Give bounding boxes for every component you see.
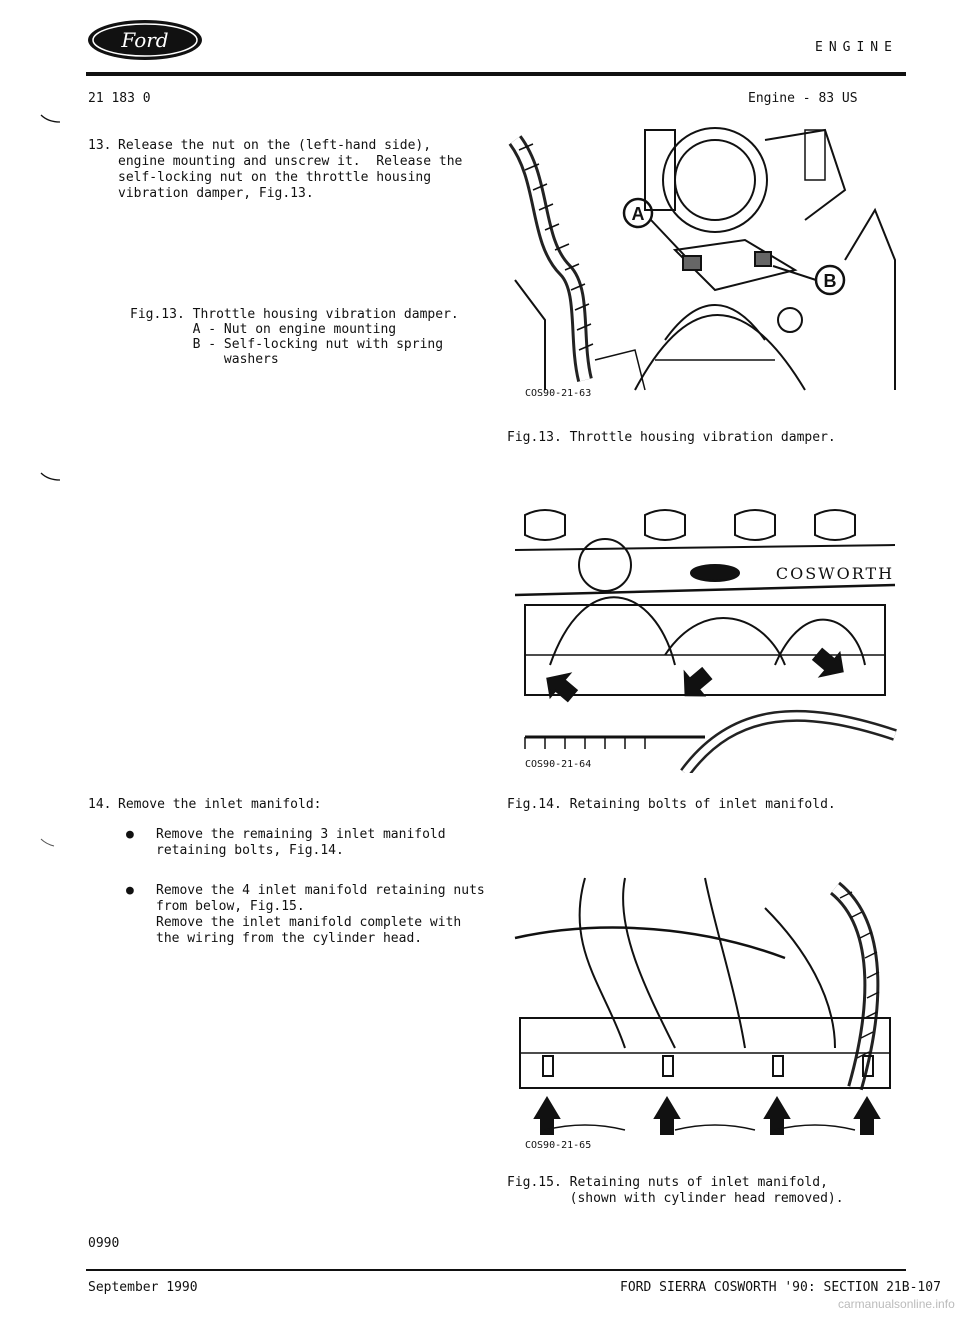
page-code: 0990 bbox=[88, 1236, 120, 1251]
fig13-legend: Fig.13. Throttle housing vibration damper. A - Nut on engine mounting B - Self-locking nut with spring washers bbox=[130, 307, 459, 367]
step-number: 13. bbox=[88, 138, 112, 153]
step-13 bbox=[88, 138, 488, 208]
footer-section: FORD SIERRA COSWORTH '90: SECTION 21B-107 bbox=[620, 1280, 941, 1295]
page-subtitle: Engine - 83 US bbox=[748, 91, 858, 106]
margin-tick bbox=[40, 472, 62, 482]
step-number: 14. bbox=[88, 797, 112, 812]
bullet-item bbox=[126, 827, 486, 863]
fig14-caption: Fig.14. Retaining bolts of inlet manifold. bbox=[507, 797, 836, 812]
cosworth-lettering: COSWORTH bbox=[775, 564, 895, 583]
margin-tick bbox=[40, 114, 62, 124]
section-title: ENGINE bbox=[815, 40, 898, 55]
fig13-illustration bbox=[505, 120, 905, 410]
label-a: A bbox=[631, 204, 645, 224]
label-b: B bbox=[823, 271, 837, 291]
header-rule bbox=[86, 72, 906, 76]
margin-tick bbox=[40, 838, 62, 848]
step-text: Remove the inlet manifold: bbox=[118, 797, 322, 812]
step-text: Release the nut on the (left-hand side), engine mounting and unscrew it. Release the self-locking nut on the throttle housing vibration damper, Fig.13. bbox=[118, 138, 463, 201]
bullet-text: Remove the 4 inlet manifold retaining nuts from below, Fig.15. Remove the inlet manifold complete with the wiring from the cylinder head. bbox=[156, 883, 485, 946]
step-14 bbox=[88, 797, 488, 817]
fig13-caption: Fig.13. Throttle housing vibration damper. bbox=[507, 430, 836, 445]
bullet-icon: ● bbox=[126, 827, 134, 842]
ford-logo bbox=[86, 18, 204, 62]
document-number: 21 183 0 bbox=[88, 91, 151, 106]
footer-rule bbox=[86, 1269, 906, 1271]
bullet-text: Remove the remaining 3 inlet manifold retaining bolts, Fig.14. bbox=[156, 827, 446, 858]
logo-wordmark: Ford bbox=[121, 28, 169, 52]
fig15-caption: Fig.15. Retaining nuts of inlet manifold, (shown with cylinder head removed). bbox=[507, 1175, 844, 1206]
figure-code: COS90-21-65 bbox=[525, 1140, 592, 1151]
watermark: carmanualsonline.info bbox=[838, 1297, 955, 1311]
fig15-illustration bbox=[505, 868, 905, 1153]
fig14-illustration bbox=[505, 505, 905, 773]
bullet-icon: ● bbox=[126, 883, 134, 898]
bullet-item bbox=[126, 883, 486, 953]
figure-code: COS90-21-64 bbox=[525, 759, 592, 770]
footer-date: September 1990 bbox=[88, 1280, 198, 1295]
figure-code: COS90-21-63 bbox=[525, 388, 592, 399]
